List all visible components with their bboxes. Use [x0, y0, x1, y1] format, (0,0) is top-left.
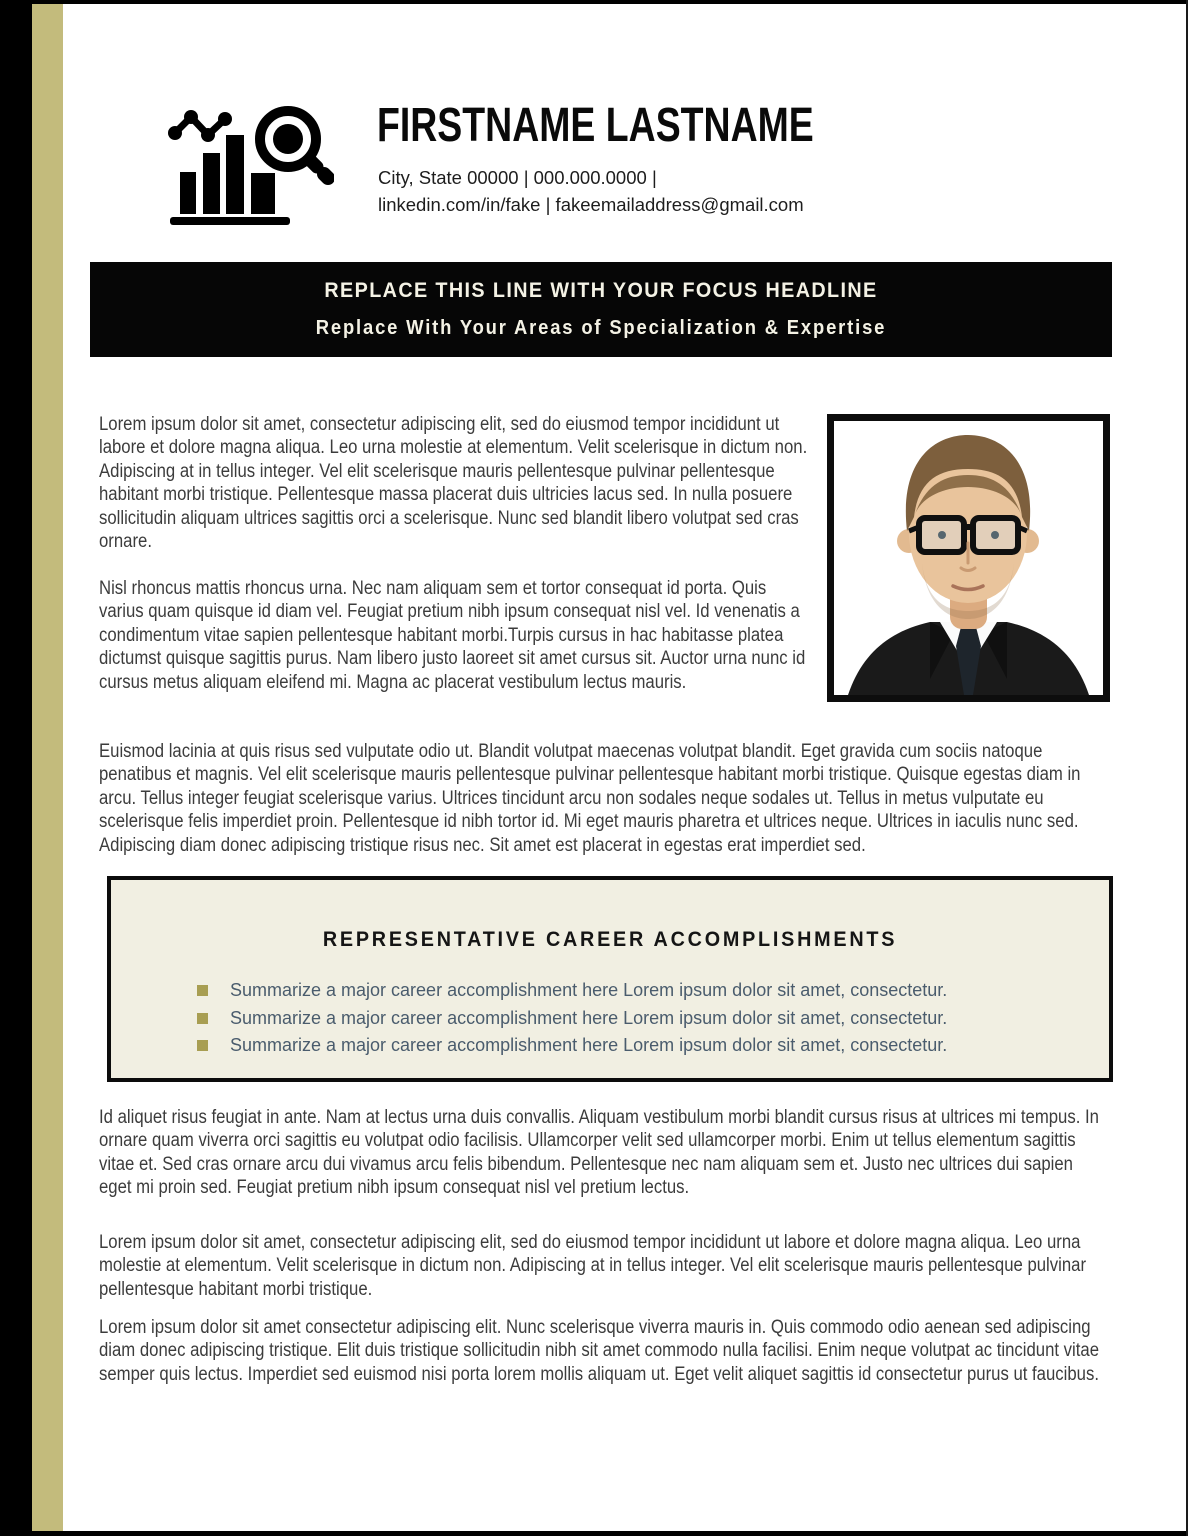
- analytics-bar-chart-magnifier-icon: [158, 92, 334, 230]
- focus-headline: REPLACE THIS LINE WITH YOUR FOCUS HEADLINE: [324, 278, 878, 302]
- body-paragraph-5: Lorem ipsum dolor sit amet, consectetur adipiscing elit, sed do eiusmod tempor incididunt ut labore et dolore magna aliqua. Leo urna molestie at elementum. Velit scelerisque in dictum non. Adipiscing at in tellus integer. Vel elit scelerisque mauris pellentesque pulvinar pellentesque habitant morbi tristique.: [99, 1232, 1087, 1300]
- accomplishment-bullet: Summarize a major career accomplishment here Lorem ipsum dolor sit amet, consectetur.: [230, 1005, 1109, 1033]
- left-black-stripe: [0, 0, 32, 1536]
- contact-line-2: linkedin.com/in/fake | fakeemailaddress@gmail.com: [378, 194, 804, 215]
- career-accomplishments-box: [107, 876, 1113, 1082]
- left-gold-stripe: [32, 0, 63, 1536]
- page-title-name: FIRSTNAME LASTNAME: [377, 99, 814, 152]
- body-paragraph-2: Nisl rhoncus mattis rhoncus urna. Nec nam aliquam sem et tortor consequat id porta. Quis varius quam quisque id diam vel. Feugiat pretium nibh ipsum consequat nisl vel. Id venenatis a condimentum vitae sapien pellentesque habitant morbi.Turpis cursus in hac habitasse platea dictumst quisque sagittis purus. Nam libero justo laoreet sit amet cursus sit. Auctor urna nunc id cursus metus aliquam eleifend mi. Magna ac placerat vestibulum lectus mauris.: [99, 578, 806, 693]
- body-paragraph-3: Euismod lacinia at quis risus sed vulputate odio ut. Blandit volutpat maecenas volutpat blandit. Eget gravida cum sociis natoque penatibus et magnis. Vel elit scelerisque mauris pellentesque pulvinar pellentesque habitant morbi tristique. Quisque egestas diam in arcu. Tellus integer feugiat scelerisque varius. Ultrices tincidunt arcu non sodales neque sodales ut. Tellus in metus vulputate eu scelerisque felis imperdiet proin. Pellentesque id nibh tortor id. Mi eget mauris pharetra et ultrices neque. Ultrices in iaculis nunc sed. Adipiscing diam donec adipiscing tristique risus nec. Sit amet est placerat in egestas erat imperdiet sed.: [99, 741, 1081, 856]
- profile-photo-frame: [827, 414, 1110, 702]
- contact-line-1: City, State 00000 | 000.000.0000 |: [378, 167, 657, 188]
- professional-headshot-photo: [834, 421, 1103, 695]
- top-border: [0, 0, 1188, 4]
- body-paragraph-6: Lorem ipsum dolor sit amet consectetur adipiscing elit. Nunc scelerisque viverra mauris in. Quis commodo odio aenean sed adipiscing diam donec adipiscing tristique. Elit duis tristique sollicitudin nibh sit amet commodo nulla facilisi. Enim neque volutpat ac tincidunt vitae semper quis lectus. Imperdiet sed euismod nisi porta lorem mollis aliquam ut. Eget velit aliquet sagittis id consectetur purus ut faucibus.: [99, 1317, 1099, 1385]
- accomplishments-list: [111, 977, 1109, 1060]
- accomplishment-bullet: Summarize a major career accomplishment here Lorem ipsum dolor sit amet, consectetur.: [230, 977, 1109, 1005]
- accomplishment-bullet: Summarize a major career accomplishment here Lorem ipsum dolor sit amet, consectetur.: [230, 1032, 1109, 1060]
- focus-headline-banner: [90, 262, 1112, 357]
- contact-info: [378, 164, 804, 218]
- bottom-border: [0, 1531, 1188, 1536]
- body-paragraph-1: Lorem ipsum dolor sit amet, consectetur adipiscing elit, sed do eiusmod tempor incididunt ut labore et dolore magna aliqua. Leo urna molestie at elementum. Velit scelerisque in dictum non. Adipiscing at in tellus integer. Vel elit scelerisque mauris pellentesque pulvinar pellentesque habitant morbi tristique. Pellentesque massa placerat duis ultricies lacus sed. In nulla posuere sollicitudin aliquam ultrices sagittis orci a scelerisque. Nunc sed blandit libero volutpat sed cras ornare.: [99, 414, 808, 553]
- body-paragraph-4: Id aliquet risus feugiat in ante. Nam at lectus urna duis convallis. Aliquam vestibulum morbi blandit cursus risus at ultrices mi tempus. In ornare quam viverra orci sagittis eu volutpat odio facilisis. Ullamcorper velit sed ullamcorper morbi. Enim ut tellus elementum sagittis vitae et. Sed cras ornare arcu dui vivamus arcu felis bibendum. Pellentesque nec nam aliquam sem et. Justo nec ultrices dui sapien eget mi proin sed. Feugiat pretium nibh ipsum consequat nisl vel pretium lectus.: [99, 1107, 1099, 1199]
- specialization-subheadline: Replace With Your Areas of Specialization & Expertise: [315, 317, 887, 339]
- accomplishments-title: REPRESENTATIVE CAREER ACCOMPLISHMENTS: [322, 927, 898, 951]
